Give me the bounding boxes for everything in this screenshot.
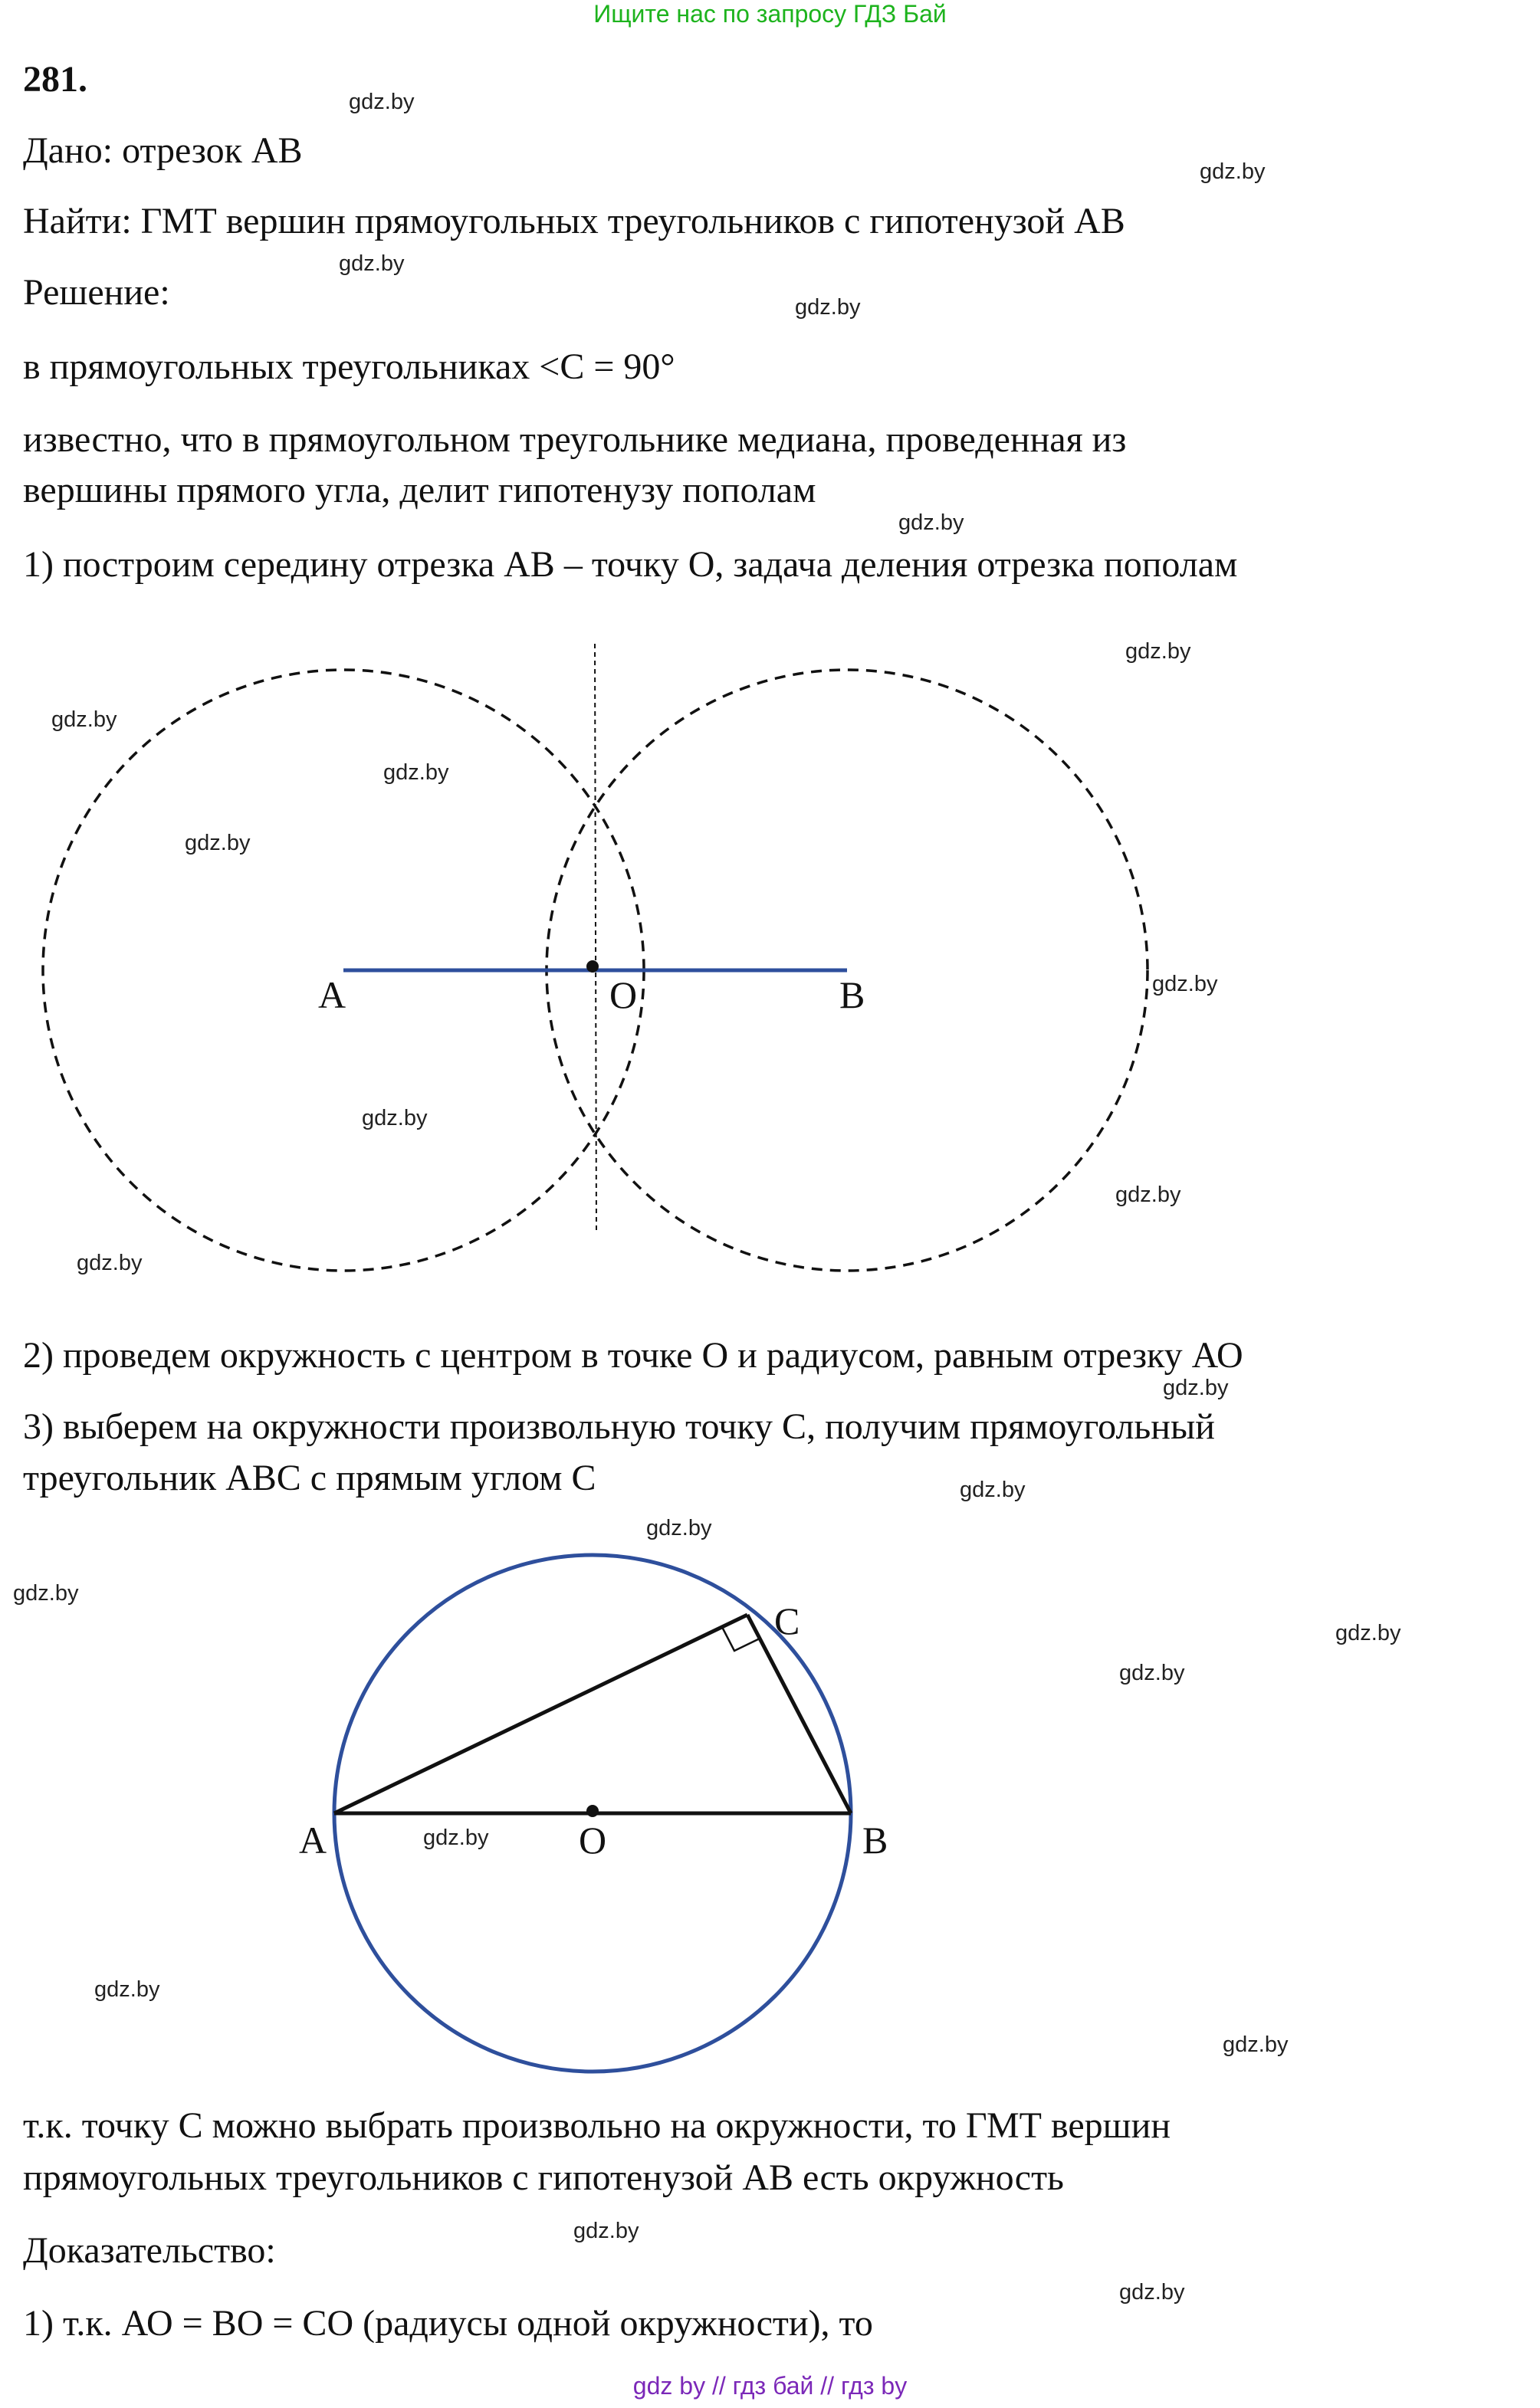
watermark: gdz.by: [1335, 1621, 1401, 1645]
watermark: gdz.by: [339, 251, 405, 276]
watermark: gdz.by: [51, 707, 117, 732]
watermark: gdz.by: [13, 1581, 79, 1606]
right-angle-note: в прямоугольных треугольниках <C = 90°: [23, 346, 675, 387]
watermark: gdz.by: [1119, 1661, 1185, 1685]
watermark: gdz.by: [573, 2219, 639, 2243]
watermark: gdz.by: [1152, 972, 1218, 996]
midpoint-o: [586, 960, 599, 973]
footer-links[interactable]: gdz by // гдз бай // гдз by: [632, 2372, 908, 2400]
fig1-label-a: A: [318, 973, 346, 1016]
watermark: gdz.by: [1223, 2032, 1289, 2057]
watermark: gdz.by: [960, 1478, 1026, 1502]
figure-circle-right-triangle: [0, 1533, 1540, 2085]
conclusion-line-1: т.к. точку С можно выбрать произвольно на окружности, то ГМТ вершин: [23, 2105, 1171, 2146]
perpendicular-bisector: [595, 644, 596, 1230]
step-2-text: 2) проведем окружность с центром в точке О и радиусом, равным отрезку АО: [23, 1335, 1243, 1376]
watermark: gdz.by: [185, 831, 251, 855]
watermark: gdz.by: [1163, 1376, 1229, 1400]
fig1-label-o: O: [609, 973, 638, 1016]
watermark: gdz.by: [362, 1106, 428, 1130]
fig2-label-b: B: [862, 1819, 888, 1862]
median-fact-line-2: вершины прямого угла, делит гипотенузу пополам: [23, 470, 816, 510]
watermark: gdz.by: [349, 90, 415, 114]
step-1-text: 1) построим середину отрезка АВ – точку О, задача деления отрезка пополам: [23, 544, 1238, 585]
watermark: gdz.by: [1200, 159, 1266, 184]
problem-number: 281.: [23, 59, 87, 100]
watermark: gdz.by: [77, 1251, 143, 1275]
watermark: gdz.by: [646, 1516, 712, 1540]
figure-midpoint-construction: [0, 613, 1540, 1303]
find-text: Найти: ГМТ вершин прямоугольных треугольников с гипотенузой АВ: [23, 201, 1125, 241]
watermark: gdz.by: [383, 760, 449, 785]
leg-cb: [747, 1615, 851, 1813]
median-fact-line-1: известно, что в прямоугольном треугольнике медиана, проведенная из: [23, 419, 1127, 460]
watermark: gdz.by: [423, 1826, 489, 1850]
watermark: gdz.by: [1115, 1183, 1181, 1207]
conclusion-line-2: прямоугольных треугольников с гипотенузой АВ есть окружность: [23, 2157, 1064, 2198]
watermark: gdz.by: [1125, 639, 1191, 664]
fig2-label-c: C: [774, 1599, 800, 1642]
fig1-label-b: B: [839, 973, 865, 1016]
watermark: gdz.by: [898, 510, 964, 535]
center-o: [586, 1805, 599, 1817]
fig2-label-o: O: [579, 1819, 607, 1862]
watermark: gdz.by: [1119, 2280, 1185, 2305]
watermark: gdz.by: [94, 1977, 160, 2002]
solution-label: Решение:: [23, 272, 170, 313]
proof-step-1: 1) т.к. АО = ВО = СО (радиусы одной окружности), то: [23, 2303, 873, 2344]
proof-label: Доказательство:: [23, 2230, 276, 2271]
watermark: gdz.by: [795, 295, 861, 320]
fig2-label-a: A: [299, 1819, 327, 1862]
step-3-line-2: треугольник АВС с прямым углом С: [23, 1458, 596, 1498]
top-banner[interactable]: Ищите нас по запросу ГДЗ Бай: [593, 0, 947, 28]
given-text: Дано: отрезок АВ: [23, 130, 303, 171]
step-3-line-1: 3) выберем на окружности произвольную точку С, получим прямоугольный: [23, 1406, 1215, 1447]
